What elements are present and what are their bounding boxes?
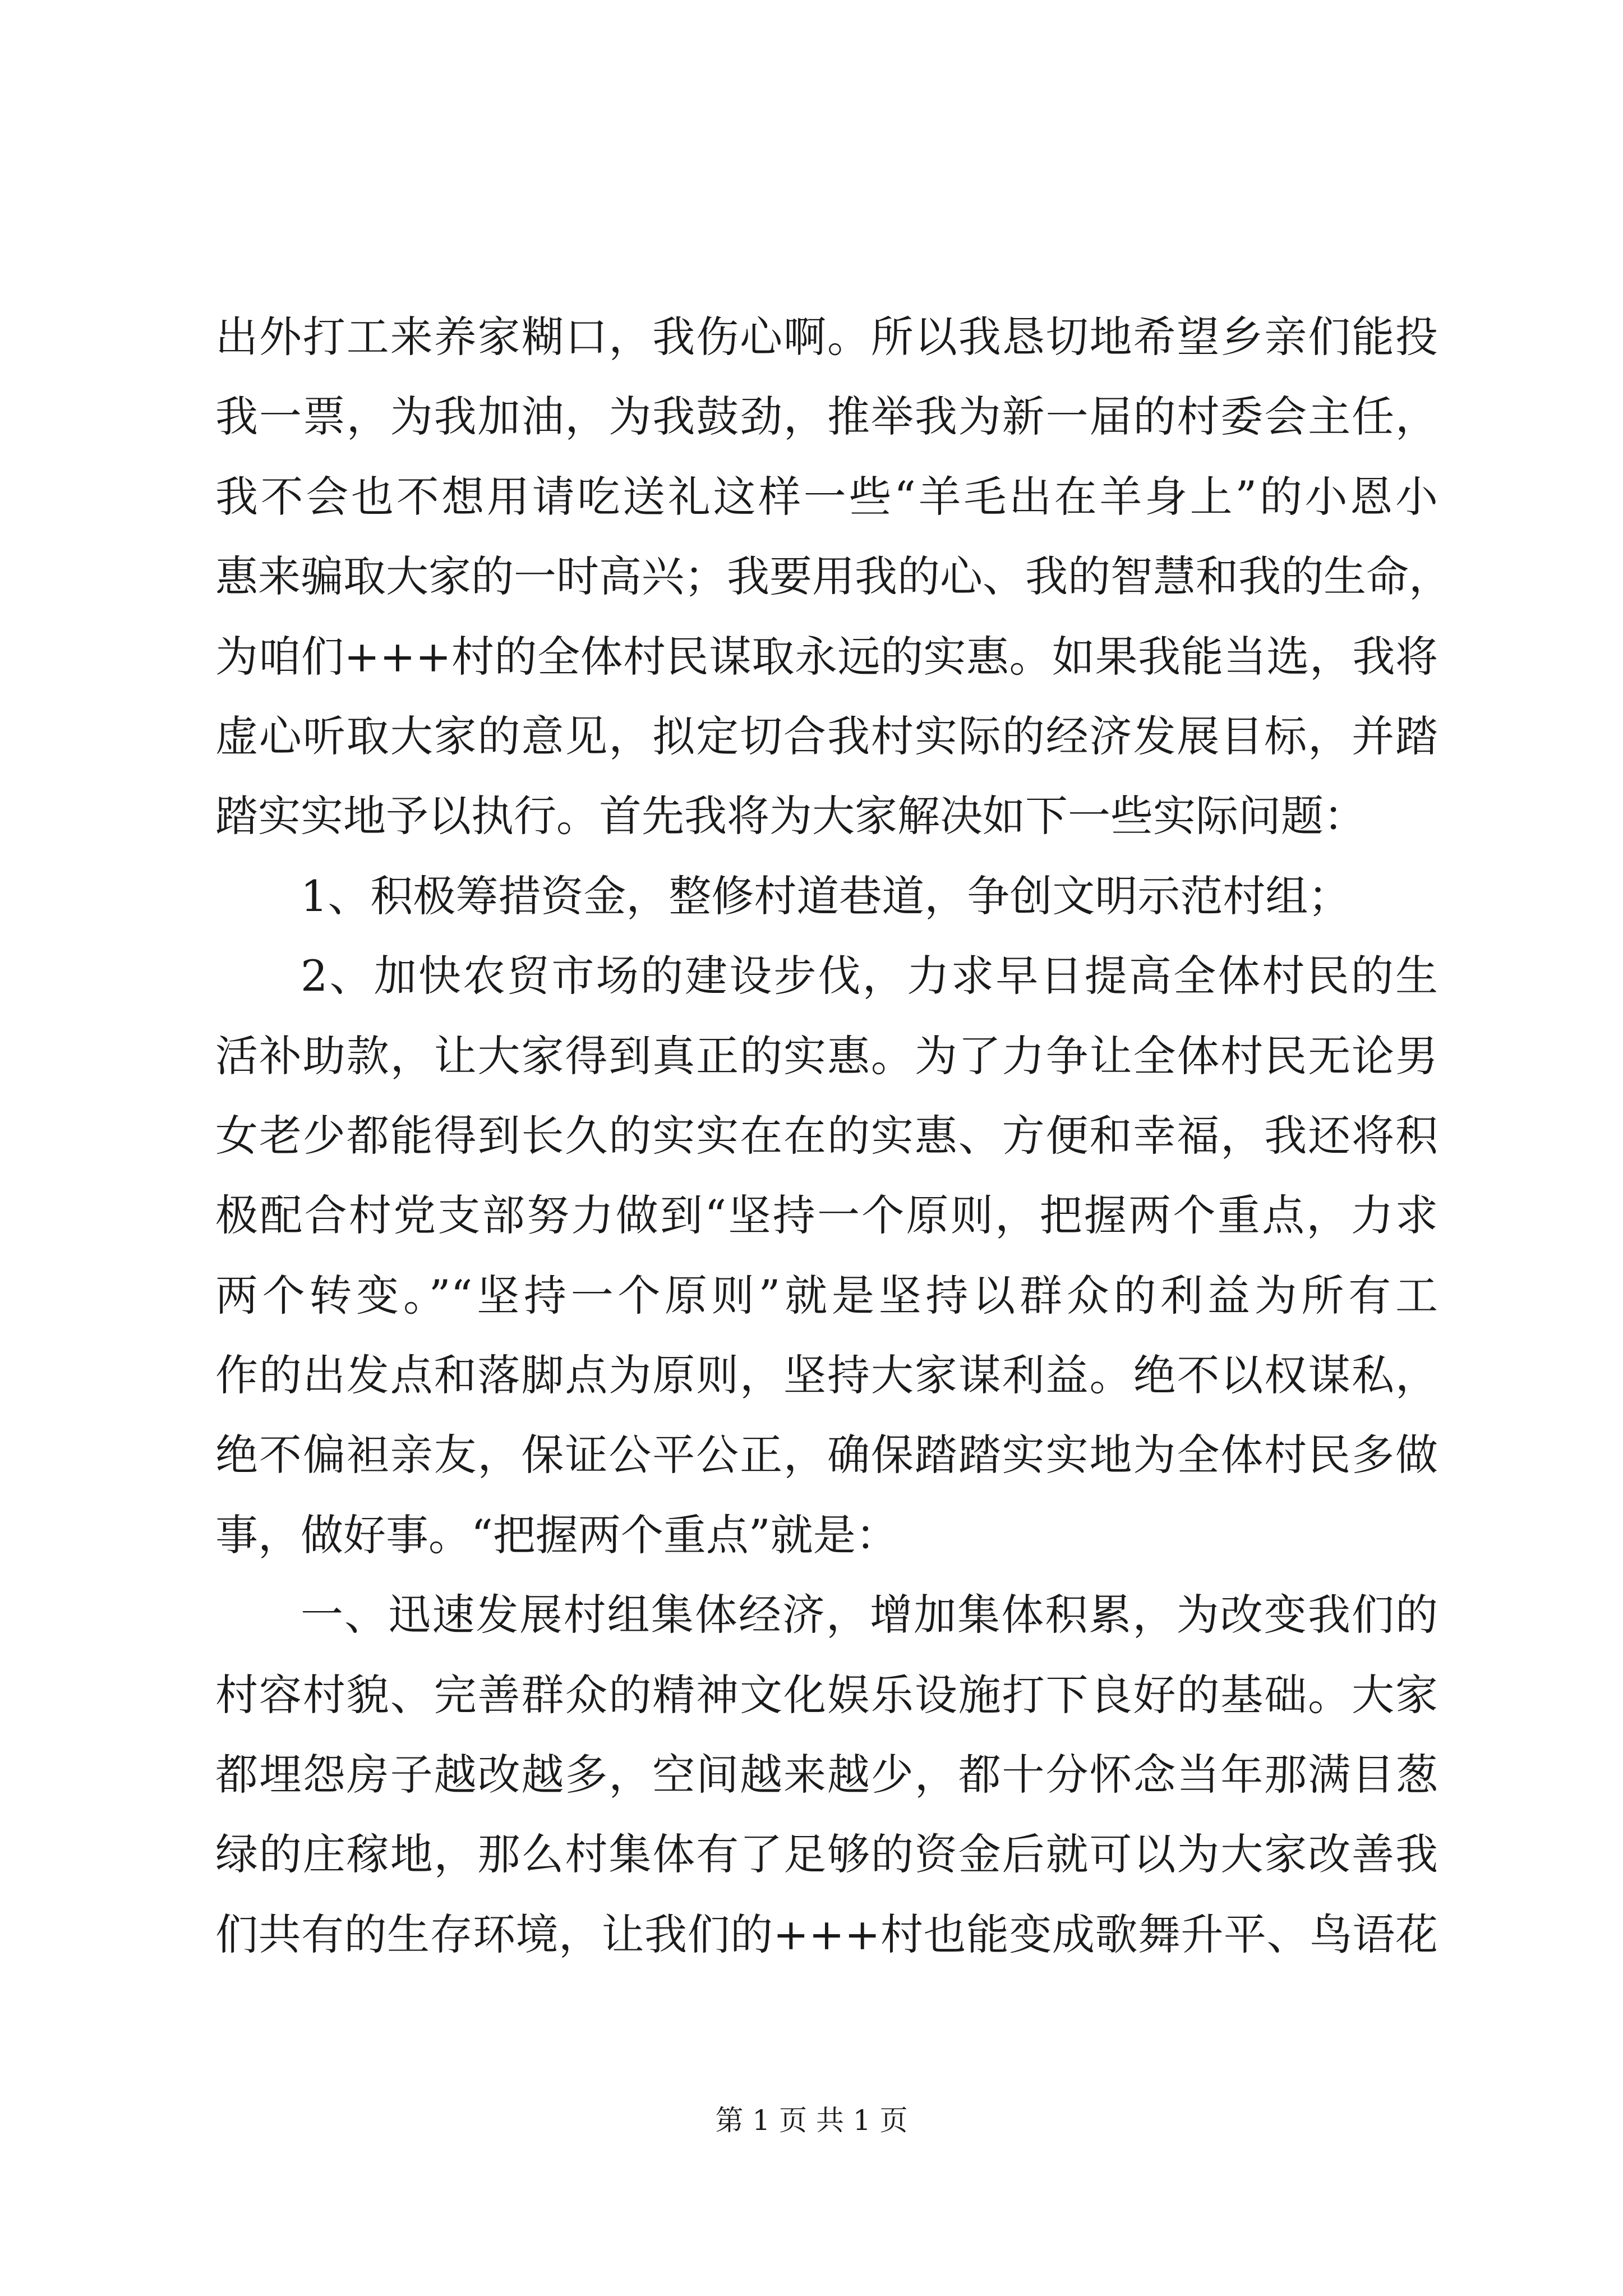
text-line: 极配合村党支部努力做到“坚持一个原则，把握两个重点，力求 xyxy=(215,1190,1438,1241)
document-body xyxy=(215,297,1451,1975)
text-line: 们共有的生存环境，让我们的+++村也能变成歌舞升平、鸟语花 xyxy=(215,1909,1438,1959)
text-line: 踏实实地予以执行。首先我将为大家解决如下一些实际问题： xyxy=(215,791,1366,841)
text-line: 1、积极筹措资金，整修村道巷道，争创文明示范村组； xyxy=(301,871,1351,921)
text-line: 绝不偏袒亲友，保证公平公正，确保踏踏实实地为全体村民多做 xyxy=(215,1430,1438,1480)
text-line: 2、加快农贸市场的建设步伐，力求早日提高全体村民的生 xyxy=(301,951,1438,1001)
text-line: 作的出发点和落脚点为原则，坚持大家谋利益。绝不以权谋私， xyxy=(215,1350,1438,1401)
text-line: 两个转变。”“坚持一个原则”就是坚持以群众的利益为所有工 xyxy=(215,1270,1438,1320)
text-line: 惠来骗取大家的一时高兴；我要用我的心、我的智慧和我的生命， xyxy=(215,551,1451,602)
text-line: 我一票，为我加油，为我鼓劲，推举我为新一届的村委会主任， xyxy=(215,392,1438,442)
text-line: 我不会也不想用请吃送礼这样一些“羊毛出在羊身上”的小恩小 xyxy=(215,471,1438,522)
text-line: 都埋怨房子越改越多，空间越来越少，都十分怀念当年那满目葱 xyxy=(215,1750,1438,1800)
text-line: 事，做好事。“把握两个重点”就是： xyxy=(215,1510,898,1560)
page-footer: 第 1 页 共 1 页 xyxy=(715,2104,908,2137)
text-line: 女老少都能得到长久的实实在在的实惠、方便和幸福，我还将积 xyxy=(215,1110,1438,1161)
text-line: 绿的庄稼地，那么村集体有了足够的资金后就可以为大家改善我 xyxy=(215,1829,1438,1880)
text-line: 一、迅速发展村组集体经济，增加集体积累，为改变我们的 xyxy=(301,1590,1438,1640)
text-line: 出外打工来养家糊口，我伤心啊。所以我恳切地希望乡亲们能投 xyxy=(215,312,1438,362)
text-line: 活补助款，让大家得到真正的实惠。为了力争让全体村民无论男 xyxy=(215,1030,1438,1081)
text-line: 村容村貌、完善群众的精神文化娱乐设施打下良好的基础。大家 xyxy=(215,1669,1438,1720)
text-line: 为咱们+++村的全体村民谋取永远的实惠。如果我能当选，我将 xyxy=(215,631,1438,682)
text-line: 虚心听取大家的意见，拟定切合我村实际的经济发展目标，并踏 xyxy=(215,711,1438,761)
